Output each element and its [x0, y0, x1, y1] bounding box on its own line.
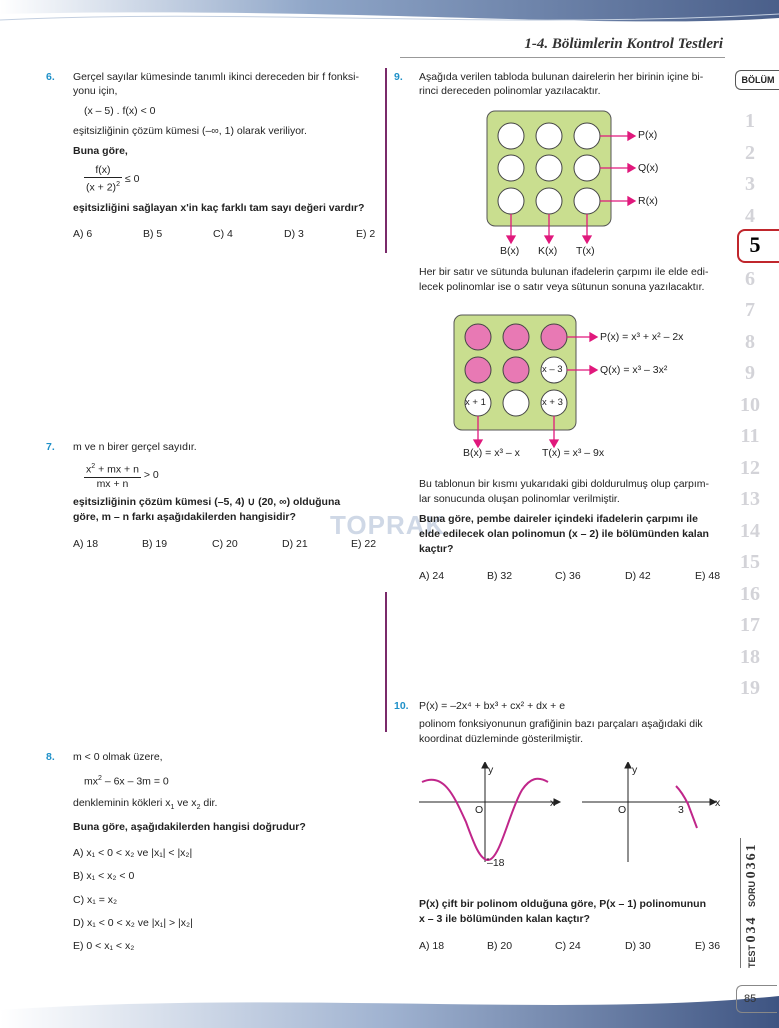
page-number: 85 [744, 993, 757, 1005]
q9-g2-cell-x-plus-1: x + 1 [465, 397, 486, 408]
chapter-number-9[interactable]: 9 [745, 362, 755, 384]
chapter-number-17[interactable]: 17 [740, 614, 760, 636]
top-decorative-band [0, 0, 779, 32]
bolum-tab[interactable]: BÖLÜM [735, 70, 779, 90]
q9-g2-pink-circle [503, 357, 529, 383]
test-info-vertical [744, 842, 760, 968]
q8-choice-d[interactable]: D) x₁ < 0 < x₂ ve |x₁| > |x₂| [73, 917, 193, 929]
q6-frac-den: (x + 2) [86, 181, 117, 194]
bottom-decorative-band [0, 988, 779, 1028]
q9-g2-col-b: B(x) = x³ – x [463, 447, 520, 459]
test-label: TEST [747, 944, 757, 968]
q10-g2-x-label: x [715, 797, 721, 809]
bottom-wave-graphic [0, 988, 779, 1028]
q10-g2-root-label: 3 [678, 804, 684, 816]
top-wave-graphic [0, 0, 779, 32]
q10-graph-2-axes [582, 762, 716, 862]
q9-g1-row-r: R(x) [638, 195, 658, 207]
q10-text-1: polinom fonksiyonunun grafiğinin bazı parçaları aşağıdaki dik [419, 718, 703, 730]
q6-choice-a[interactable]: A) 6 [73, 228, 93, 240]
soru-number: 0361 [744, 842, 759, 879]
q6-frac-num: f(x) [84, 164, 122, 178]
q8-equation: $mx^2 - 6x - 3m = 0$ [84, 775, 169, 788]
q9-text-1: Aşağıda verilen tabloda bulunan dairelerin her birinin içine bi- [419, 71, 704, 83]
test-number: 034 [744, 915, 759, 943]
q9-grid-2 [450, 312, 600, 462]
q8-text-2: denkleminin kökleri $x_1$ ve $x_2$ dir. [73, 797, 218, 812]
q8-eq-a: mx [84, 775, 98, 788]
q7-fraction: $\frac{x^2 + mx + n}{mx + n}$ > 0 [84, 460, 159, 491]
q7-text-2: eşitsizliğinin çözüm kümesi (–5, 4) ∪ (20, ∞) olduğuna [73, 496, 341, 508]
q9-g2-cell-x-minus-3: x – 3 [542, 364, 563, 375]
q10-choice-c[interactable]: C) 24 [555, 940, 581, 952]
q8-text-2b: ve x [174, 797, 197, 809]
q9-g1-circle [498, 155, 524, 181]
q6-text-4: Buna göre, [73, 145, 128, 157]
chapter-number-18[interactable]: 18 [740, 645, 760, 668]
q9-text-7: Buna göre, pembe daireler içindeki ifadelerin çarpımı ile [419, 513, 698, 525]
q6-expression: (x – 5) . f(x) < 0 [84, 105, 156, 117]
q10-g2-origin: O [618, 804, 627, 816]
page-header-title: 1-4. Bölümlerin Kontrol Testleri [524, 36, 723, 52]
q9-g1-col-t: T(x) [576, 245, 595, 257]
q9-g2-pink-circle [465, 357, 491, 383]
q8-choice-e[interactable]: E) 0 < x₁ < x₂ [73, 940, 135, 952]
chapter-number-2[interactable]: 2 [745, 141, 755, 164]
q10-g1-y-label: y [488, 764, 494, 776]
q6-text-1: Gerçel sayılar kümesinde tanımlı ikinci dereceden bir f fonksi- [73, 71, 359, 83]
q9-text-5: Bu tablonun bir kısmı yukarıdaki gibi doldurulmuş olup çarpım- [419, 478, 710, 490]
q6-choice-e[interactable]: E) 2 [356, 228, 376, 240]
q6-fraction: $\frac{f(x)}{(x + 2)^2}$ ≤ 0 [86, 164, 140, 194]
chapter-number-13[interactable]: 13 [740, 488, 760, 510]
q10-choice-d[interactable]: D) 30 [625, 940, 651, 952]
q8-text-2a: denkleminin kökleri x [73, 797, 171, 809]
q7-choice-a[interactable]: A) 18 [73, 538, 99, 550]
q6-choice-c[interactable]: C) 4 [213, 228, 233, 240]
q9-g1-circle [536, 155, 562, 181]
q9-text-3: Her bir satır ve sütunda bulunan ifadelerin çarpımı ile elde edi- [419, 266, 709, 278]
q10-choice-e[interactable]: E) 36 [695, 940, 721, 952]
chapter-number-12[interactable]: 12 [740, 456, 760, 479]
q9-choice-b[interactable]: B) 32 [487, 570, 513, 582]
q10-graphs [414, 762, 724, 872]
q10-choice-a[interactable]: A) 18 [419, 940, 445, 952]
q9-g1-circle [574, 123, 600, 149]
q9-text-9: kaçtır? [419, 543, 454, 555]
chapter-number-16[interactable]: 16 [740, 582, 760, 605]
chapter-number-1[interactable]: 1 [745, 110, 755, 132]
q9-choice-a[interactable]: A) 24 [419, 570, 445, 582]
q7-choice-b[interactable]: B) 19 [142, 538, 168, 550]
q9-g1-col-b: B(x) [500, 245, 520, 257]
q9-choice-d[interactable]: D) 42 [625, 570, 651, 582]
q6-text-3: eşitsizliğinin çözüm kümesi (–∞, 1) olarak veriliyor. [73, 125, 307, 137]
q9-grid-1-circles [498, 123, 600, 214]
q9-g1-circle [574, 155, 600, 181]
q9-number: 9. [394, 71, 403, 83]
chapter-number-8[interactable]: 8 [745, 330, 755, 353]
q7-choice-c[interactable]: C) 20 [212, 538, 238, 550]
header-rule [400, 57, 725, 58]
chapter-number-19[interactable]: 19 [740, 677, 760, 699]
chapter-number-4[interactable]: 4 [745, 204, 755, 227]
q9-g1-circle [574, 188, 600, 214]
q10-g2-y-label: y [632, 764, 638, 776]
q6-text-5: eşitsizliğini sağlayan x'in kaç farklı tam sayı değeri vardır? [73, 202, 365, 214]
q7-frac-den: mx + n [96, 477, 129, 490]
q10-text-3: P(x) çift bir polinom olduğuna göre, P(x – 1) polinomunun [419, 898, 706, 910]
q9-g1-circle [498, 188, 524, 214]
chapter-number-3[interactable]: 3 [745, 173, 755, 195]
q8-choice-a[interactable]: A) x₁ < 0 < x₂ ve |x₁| < |x₂| [73, 847, 193, 859]
q8-choice-b[interactable]: B) x₁ < x₂ < 0 [73, 870, 135, 882]
q8-text-1: m < 0 olmak üzere, [73, 751, 163, 763]
q10-g1-x-label: x [550, 797, 556, 809]
q10-text-2: koordinat düzleminde gösterilmiştir. [419, 733, 583, 745]
q8-text-3: Buna göre, aşağıdakilerden hangisi doğrudur? [73, 821, 306, 833]
q6-choice-d[interactable]: D) 3 [284, 228, 304, 240]
column-divider-middle [385, 592, 387, 732]
chapter-number-10[interactable]: 10 [740, 393, 760, 416]
chapter-number-14[interactable]: 14 [740, 519, 760, 542]
q9-g2-cell-x-plus-3: x + 3 [542, 397, 563, 408]
watermark: TOPRAK [330, 510, 446, 540]
active-chapter-number: 5 [749, 232, 761, 257]
chapter-number-15[interactable]: 15 [740, 551, 760, 573]
q9-g1-row-q: Q(x) [638, 162, 659, 174]
q7-number: 7. [46, 441, 55, 453]
soru-label: SORU [747, 880, 757, 907]
q7-frac-rhs: > 0 [143, 469, 159, 482]
chapter-number-7[interactable]: 7 [745, 299, 755, 321]
q9-g2-circle-empty [503, 390, 529, 416]
q9-choice-e[interactable]: E) 48 [695, 570, 721, 582]
q9-g2-col-t: T(x) = x³ – 9x [542, 447, 605, 459]
chapter-number-11[interactable]: 11 [740, 425, 760, 447]
active-chapter-tab[interactable] [737, 229, 779, 263]
q10-number: 10. [394, 700, 409, 712]
q6-frac-rhs: ≤ 0 [124, 173, 140, 186]
q6-choice-b[interactable]: B) 5 [143, 228, 163, 240]
q9-choice-c[interactable]: C) 36 [555, 570, 581, 582]
q9-g1-circle [536, 123, 562, 149]
q9-g1-row-p: P(x) [638, 129, 658, 141]
page-number-box [736, 985, 777, 1013]
q10-text-4: x – 3 ile bölümünden kalan kaçtır? [419, 913, 590, 925]
q10-g1-min-label: –18 [487, 857, 505, 869]
q8-eq-b: – 6x – 3m = 0 [101, 775, 169, 788]
q8-choice-c[interactable]: C) x₁ = x₂ [73, 894, 118, 906]
q9-g1-col-k: K(x) [538, 245, 558, 257]
q9-g1-circle [498, 123, 524, 149]
q7-choice-e[interactable]: E) 22 [351, 538, 377, 550]
q9-g2-row-p: P(x) = x³ + x² – 2x [600, 331, 684, 343]
column-divider-top [385, 68, 387, 253]
q7-choice-d[interactable]: D) 21 [282, 538, 308, 550]
q9-text-6: lar sonucunda oluşan polinomlar verilmiştir. [419, 493, 620, 505]
q6-text-2: yonu için, [73, 85, 118, 97]
q9-g2-pink-circle [465, 324, 491, 350]
q7-frac-num-a: x [86, 463, 92, 476]
q9-g1-circle [536, 188, 562, 214]
q10-polynomial: P(x) = –2x⁴ + bx³ + cx² + dx + e [419, 700, 566, 712]
q7-frac-num-b: + mx + n [95, 463, 139, 476]
q10-graph-1-axes [419, 762, 560, 862]
q10-g1-origin: O [475, 804, 484, 816]
q10-choice-b[interactable]: B) 20 [487, 940, 513, 952]
q8-number: 8. [46, 751, 55, 763]
q8-text-2c: dir. [200, 797, 218, 809]
q9-text-4: lecek polinomlar ise o satır veya sütunun sonuna yazılacaktır. [419, 281, 705, 293]
q6-number: 6. [46, 71, 55, 83]
q7-text-3: göre, m – n farkı aşağıdakilerden hangisidir? [73, 511, 296, 523]
q9-g2-row-q: Q(x) = x³ – 3x² [600, 364, 668, 376]
q9-g2-pink-circle [541, 324, 567, 350]
q9-text-8: elde edilecek olan polinomun (x – 2) ile bölümünden kalan [419, 528, 709, 540]
q7-text-1: m ve n birer gerçel sayıdır. [73, 441, 197, 453]
chapter-number-6[interactable]: 6 [745, 267, 755, 290]
q9-g2-pink-circle [503, 324, 529, 350]
q9-text-2: rinci dereceden polinomlar yazılacaktır. [419, 85, 601, 97]
